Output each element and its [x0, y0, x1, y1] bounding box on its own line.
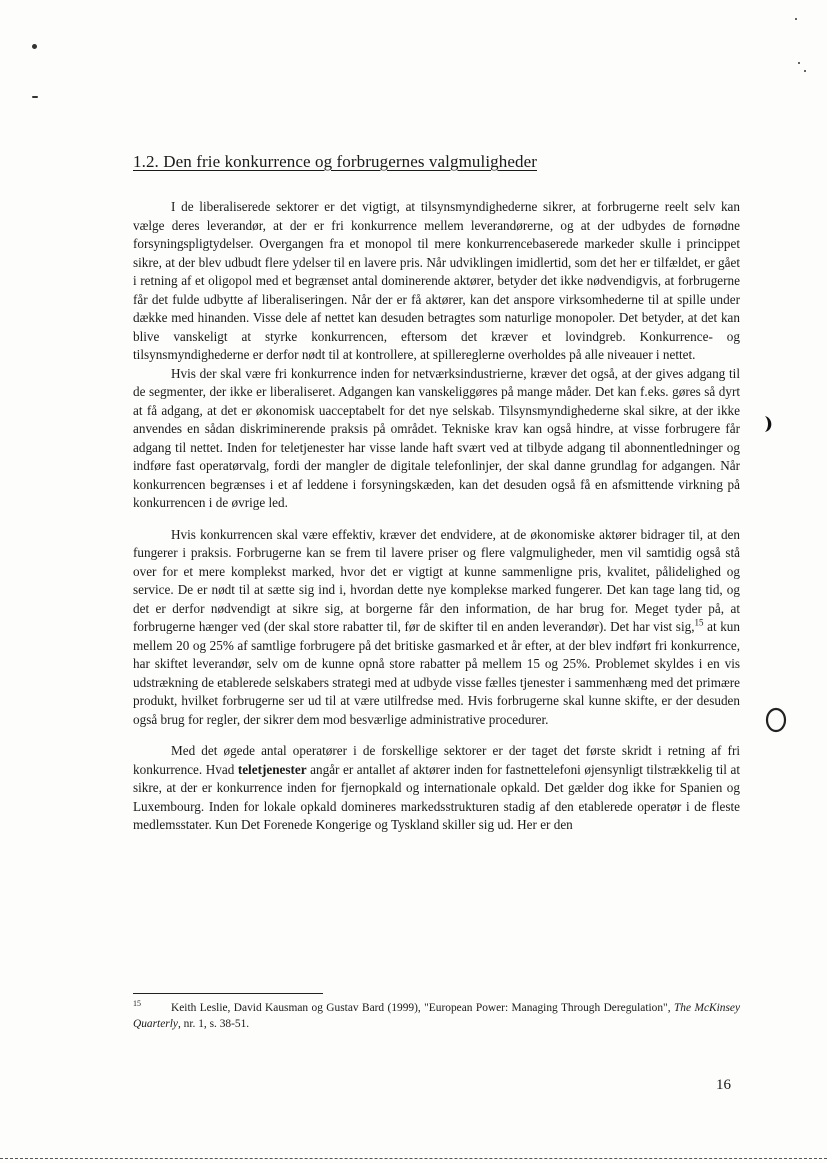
paragraph-4 — [133, 742, 740, 835]
footnote-text-b: , nr. 1, s. 38-51. — [177, 1018, 250, 1030]
paragraph-3 — [133, 526, 740, 730]
scan-speck — [804, 70, 806, 72]
scan-speck — [32, 44, 37, 49]
footnote-reference: 15 — [694, 617, 704, 628]
binder-hole-mark — [763, 705, 789, 735]
paragraph-1: I de liberaliserede sektorer er det vigtigt, at tilsynsmyndighederne sikrer, at forbrugerne reelt selv kan vælge deres leverandør, at der er fri konkurrence mellem leverandørerne, og at der udbydes de fornødne forsyningspligtydelser. Overgangen fra et monopol til mere konkurrencebaserede markeder skulle i princippet sikre, at der blev udbudt flere ydelser til en lavere pris. Når udviklingen imidlertid, som det her er tilfældet, er gået i retning af et oligopol med et begrænset antal dominerende aktører, betyder det ikke nødvendigvis, at forbrugerne får det fulde udbytte af liberaliseringen. Når der er få aktører, kan det anspore virksomhederne til at spille under dække med hinanden. Visse dele af nettet kan desuden betragtes som naturlige monopoler. Det betyder, at det kan blive vanskeligt at styrke konkurrencen, eftersom det kræver et lovindgreb. Konkurrence- og tilsynsmyndighederne er derfor nødt til at kontrollere, at spillereglerne overholdes på alle niveauer i nettet. — [133, 199, 740, 362]
paragraph-2: Hvis der skal være fri konkurrence inden for netværksindustrierne, kræver det også, at der gives adgang til de segmenter, der ikke er liberaliseret. Adgangen kan vanskeliggøres på mange måder. Det kan f.eks. gøres så dyrt at få adgang, at det er økonomisk uacceptabelt for det nye selskab. Tilsynsmyndighederne skal sikre, at der ikke anvendes en sådan diskriminerende praksis på området. Tekniske krav kan også hindre, at visse forbrugere får adgang til nettet. Inden for teletjenester har visse lande haft svært ved at tilbyde adgang til abonnentledninger og indføre fast operatørvalg, fordi der mangler de digitale telefonlinjer, der skal danne grundlag for adgangen. Når konkurrencen begrænses i et af leddene i forsyningskæden, kan det desuden også få en afsmittende virkning på konkurrencen i de øvrige led. — [133, 365, 740, 510]
body-text — [133, 198, 740, 835]
scan-edge-line — [0, 1158, 827, 1159]
scan-speck — [798, 62, 800, 64]
paragraph-4-text-b: angår er antallet af aktører inden for fastnettelefoni øjensynligt tilstrækkelig til at sikre, at der er konkurrence inden for fjernopkald og internationale opkald. Det gælder dog ikke for Spanien og Luxembourg. Inden for lokale opkald domineres markedsstrukturen stadig af den etablerede operatør i de fleste medlemsstater. Kun Det Forenede Kongerige og Tyskland skiller sig ud. Her er den — [133, 761, 740, 832]
footnote-divider — [133, 993, 323, 994]
section-heading: 1.2. Den frie konkurrence og forbrugernes valgmuligheder — [133, 152, 538, 171]
footnote-text-a: Keith Leslie, David Kausman og Gustav Bard (1999), "European Power: Managing Through Deregulation", — [171, 1002, 674, 1014]
paragraph-4-text-a: Med det øgede antal operatører i de forskellige sektorer er der taget det første skridt i retning af fri konkurrence. Hvad — [133, 743, 740, 777]
page-number: 16 — [716, 1077, 731, 1093]
footnote-journal: The McKinsey Quarterly — [133, 1002, 740, 1030]
footnote-number: 15 — [133, 999, 141, 1009]
scan-speck — [795, 18, 797, 20]
emphasis-teletjenester: teletjenester — [237, 761, 307, 777]
footnote — [133, 1000, 740, 1032]
scan-speck — [32, 96, 38, 98]
paragraph-3-text-b: at kun mellem 20 og 25% af samtlige forbrugere på det britiske gasmarked et år efter, at der blev indført fri konkurrence, har skiftet leverandør, selv om de kunne opnå store rabatter på mellem 15 og 25%. Problemet skyldes i en vis udstrækning de etablerede selskabers strategi med at udbyde visse fælles tjenester i sammenhæng med det primære produkt, hvilket forbrugerne ser ud til at være utilfredse med. Hvis forbrugerne skal kunne skifte, er der desuden også brug for regler, der sikrer dem mod besværlige administrative procedurer. — [133, 619, 740, 727]
paragraph-3-text-a: Hvis konkurrencen skal være effektiv, kræver det endvidere, at de økonomiske aktører bidrager til, at den fungerer i praksis. Forbrugerne kan se frem til lavere priser og flere valgmuligheder, men vil samtidig også stå over for et mere komplekst marked, hvor det er vigtigt at kunne sammenligne pris, kvalitet, pålidelighed og service. De er nødt til at sætte sig ind i, hvordan dette nye komplekse marked fungerer. Det kan tage lang tid, og det er derfor nødvendigt at sikre sig, at borgerne får den information, de har brug for. Meget tyder på, at forbrugerne hænger ved (der skal store rabatter til, før de skifter til en anden leverandør). Det har vist sig, — [133, 526, 740, 634]
binder-hole-mark — [763, 414, 775, 434]
